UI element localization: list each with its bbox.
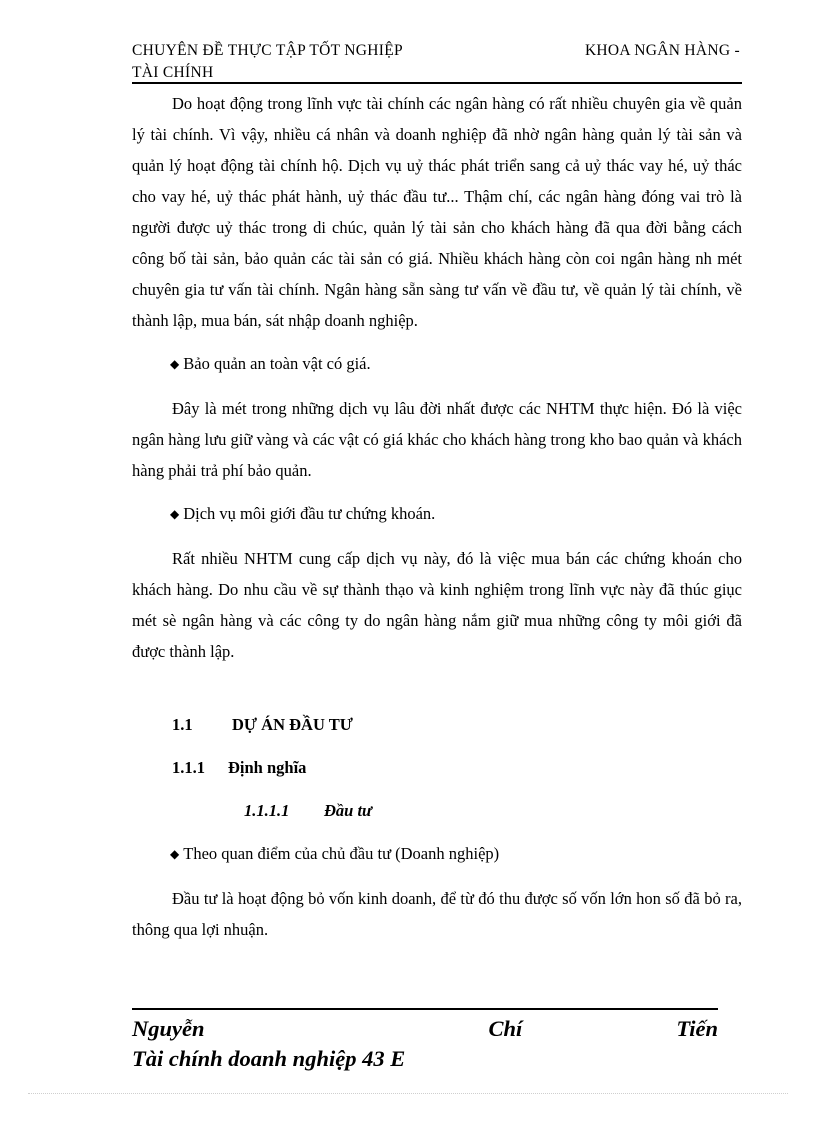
heading-number: 1.1.1: [172, 758, 205, 777]
page-footer: [132, 1014, 718, 1074]
bullet-brokerage: [132, 498, 742, 531]
paragraph-trust-services: Do hoạt động trong lĩnh vực tài chính các ngân hàng có rất nhiều chuyên gia về quản lý tài chính. Vì vậy, nhiều cá nhân và doanh nghiệp đã nhờ ngân hàng quản lý tài sản và quản lý hoạt động tài chính hộ. Dịch vụ uỷ thác phát triển sang cả uỷ thác vay hé, uỷ thác cho vay hé, uỷ thác phát hành, uỷ thác đầu tư... Thậm chí, các ngân hàng đóng vai trò là người được uỷ thác trong di chúc, quản lý tài sản cho khách hàng đã qua đời bằng cách công bố tài sản, bảo quản các tài sản có giá. Nhiều khách hàng còn coi ngân hàng nh mét chuyên gia tư vấn tài chính. Ngân hàng sẵn sàng tư vấn về đầu tư, về quản lý tài chính, về thành lập, mua bán, sát nhập doanh nghiệp.: [132, 94, 742, 330]
heading-text: DỰ ÁN ĐẦU TƯ: [232, 715, 353, 734]
heading-number: 1.1: [172, 715, 193, 734]
heading-text: Định nghĩa: [228, 758, 307, 777]
document-body: [132, 88, 742, 957]
heading-text: Đầu tư: [324, 801, 372, 820]
bullet-safekeeping-text: Bảo quản an toàn vật có giá.: [183, 354, 371, 373]
diamond-bullet-icon: ◆: [170, 507, 180, 521]
header-left-title: CHUYÊN ĐỀ THỰC TẬP TỐT NGHIỆP: [132, 42, 403, 59]
page-header: [132, 40, 740, 84]
paragraph-brokerage: Rất nhiều NHTM cung cấp dịch vụ này, đó là việc mua bán các chứng khoán cho khách hàng. Do nhu cầu về sự thành thạo và kinh nghiệm trong lĩnh vực này đã thúc giục mét sè ngân hàng và các công ty do ngân hàng nắm giữ mua những công ty môi giới đã được thành lập.: [132, 549, 742, 661]
bullet-brokerage-text: Dịch vụ môi giới đầu tư chứng khoán.: [183, 504, 436, 523]
author-class: Tài chính doanh nghiệp 43 E: [132, 1046, 406, 1071]
footer-divider: [132, 1008, 718, 1010]
diamond-bullet-icon: ◆: [170, 357, 180, 371]
author-middle-name: Chí: [488, 1016, 523, 1041]
diamond-bullet-icon: ◆: [170, 847, 180, 861]
heading-section-1-1-1: [132, 752, 742, 783]
heading-number: 1.1.1.1: [244, 801, 290, 820]
paragraph-investment-definition: Đầu tư là hoạt động bỏ vốn kinh doanh, để từ đó thu được số vốn lớn hon số đã bỏ ra, thông qua lợi nhuận.: [132, 889, 742, 939]
author-given-name: Tiến: [676, 1016, 718, 1041]
header-right-title: KHOA NGÂN HÀNG -: [584, 42, 740, 59]
paragraph-safekeeping: Đây là mét trong những dịch vụ lâu đời nhất được các NHTM thực hiện. Đó là việc ngân hàng lưu giữ vàng và các vật có giá khác cho khách hàng trong kho bao quản và khách hàng phải trả phí bảo quản.: [132, 399, 742, 480]
heading-section-1-1-1-1: [132, 795, 742, 826]
author-surname: Nguyễn: [132, 1016, 205, 1041]
heading-section-1-1: [132, 709, 742, 740]
author-name: [132, 1014, 718, 1044]
header-divider: [132, 82, 742, 84]
bullet-investor-view-text: Theo quan điểm của chủ đầu tư (Doanh nghiệp): [183, 844, 500, 863]
page-edge-divider: [28, 1093, 788, 1094]
bullet-investor-view: [132, 838, 742, 871]
header-left-title-continued: TÀI CHÍNH: [132, 64, 214, 81]
bullet-safekeeping: [132, 348, 742, 381]
